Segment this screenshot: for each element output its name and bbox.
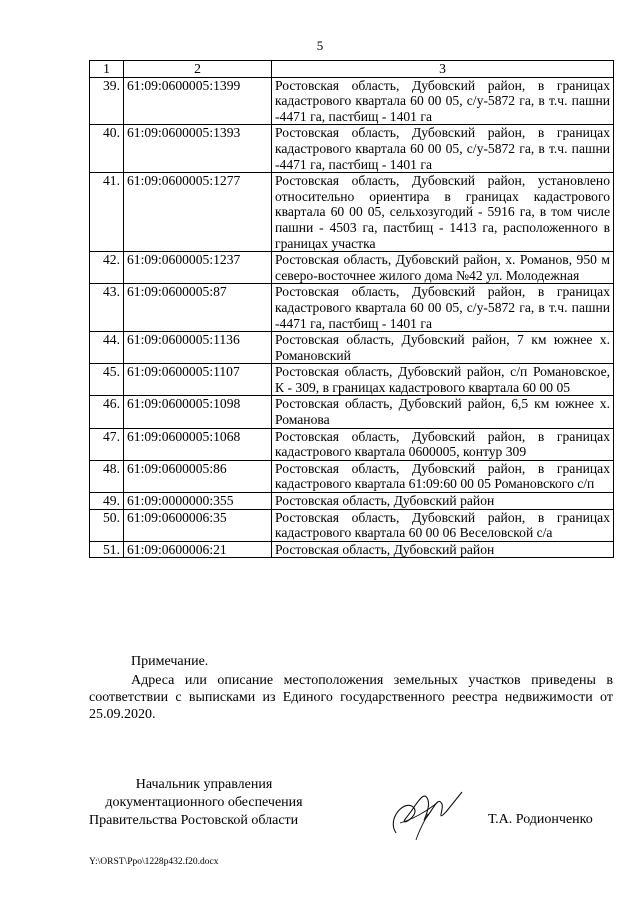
location-description: Ростовская область, Дубовский район, с/п Романовское, К - 309, в границах кадастрового квартала 60 00 05 (272, 364, 614, 396)
handwritten-signature (376, 778, 466, 848)
row-number: 39. (90, 77, 124, 125)
table-row (90, 252, 614, 284)
signer-name: Т.А. Родионченко (488, 812, 593, 827)
table-row (90, 284, 614, 332)
position-line-3: Правительства Ростовской области (89, 813, 299, 828)
table-row (90, 396, 614, 428)
location-description: Ростовская область, Дубовский район, в границах кадастрового квартала 60 00 06 Веселовской с/а (272, 509, 614, 541)
header-col-2: 2 (124, 61, 272, 78)
table-row (90, 173, 614, 252)
location-description: Ростовская область, Дубовский район (272, 493, 614, 510)
location-description: Ростовская область, Дубовский район, 7 км южнее х. Романовский (272, 332, 614, 364)
table-header-row (90, 61, 614, 78)
header-col-3: 3 (272, 61, 614, 78)
row-number: 41. (90, 173, 124, 252)
row-number: 50. (90, 509, 124, 541)
cadastral-number: 61:09:0600005:1399 (124, 77, 272, 125)
location-description: Ростовская область, Дубовский район, х. Романов, 950 м северо-восточнее жилого дома №42 ул. Молодежная (272, 252, 614, 284)
table-row (90, 493, 614, 510)
table-row (90, 541, 614, 558)
cadastral-number: 61:09:0600006:21 (124, 541, 272, 558)
file-path: Y:\ORST\Ppo\1228p432.f20.docx (89, 857, 219, 867)
note-title: Примечание. (131, 654, 209, 669)
cadastral-number: 61:09:0600005:86 (124, 460, 272, 492)
row-number: 45. (90, 364, 124, 396)
cadastral-number: 61:09:0600005:1393 (124, 125, 272, 173)
page-number: 5 (316, 38, 324, 53)
table-row (90, 364, 614, 396)
cadastral-number: 61:09:0600005:1068 (124, 428, 272, 460)
location-description: Ростовская область, Дубовский район, в границах кадастрового квартала 60 00 05, с/у-5872 га, в т.ч. пашни -4471 га, пастбищ - 1401 га (272, 77, 614, 125)
location-description: Ростовская область, Дубовский район, в границах кадастрового квартала 60 00 05, с/у-5872 га, в т.ч. пашни -4471 га, пастбищ - 1401 га (272, 125, 614, 173)
location-description: Ростовская область, Дубовский район, 6,5 км южнее х. Романова (272, 396, 614, 428)
table-row (90, 332, 614, 364)
cadastral-number: 61:09:0600005:1277 (124, 173, 272, 252)
row-number: 48. (90, 460, 124, 492)
header-col-1: 1 (90, 61, 124, 78)
cadastral-number: 61:09:0600005:1237 (124, 252, 272, 284)
table-row (90, 428, 614, 460)
row-number: 40. (90, 125, 124, 173)
cadastral-number: 61:09:0600005:1107 (124, 364, 272, 396)
cadastral-number: 61:09:0600005:87 (124, 284, 272, 332)
table-row (90, 125, 614, 173)
location-description: Ростовская область, Дубовский район, в границах кадастрового квартала 60 00 05, с/у-5872 га, в т.ч. пашни -4471 га, пастбищ - 1401 га (272, 284, 614, 332)
location-description: Ростовская область, Дубовский район, в границах кадастрового квартала 0600005, контур 309 (272, 428, 614, 460)
row-number: 46. (90, 396, 124, 428)
table-row (90, 509, 614, 541)
location-description: Ростовская область, Дубовский район (272, 541, 614, 558)
position-line-1: Начальник управления (135, 777, 273, 792)
cadastral-number: 61:09:0600005:1136 (124, 332, 272, 364)
position-line-2: документационного обеспечения (105, 795, 303, 810)
row-number: 51. (90, 541, 124, 558)
row-number: 43. (90, 284, 124, 332)
row-number: 44. (90, 332, 124, 364)
row-number: 49. (90, 493, 124, 510)
note-text: Адреса или описание местоположения земельных участков приведены в соответствии с выписками из Единого государственного реестра недвижимости от 25.09.2020. (89, 673, 613, 722)
signature-block (89, 776, 319, 830)
land-plots-table (89, 60, 614, 558)
table-row (90, 460, 614, 492)
row-number: 42. (90, 252, 124, 284)
table-row (90, 77, 614, 125)
cadastral-number: 61:09:0600005:1098 (124, 396, 272, 428)
cadastral-number: 61:09:0600006:35 (124, 509, 272, 541)
location-description: Ростовская область, Дубовский район, установлено относительно ориентира в границах кадастрового квартала 60 00 05, сельхозугодий - 5916 га, в том числе пашни - 4503 га, пастбищ - 1413 га, расположенного в границах участка (272, 173, 614, 252)
cadastral-number: 61:09:0000000:355 (124, 493, 272, 510)
row-number: 47. (90, 428, 124, 460)
location-description: Ростовская область, Дубовский район, в границах кадастрового квартала 61:09:60 00 05 Романовского с/п (272, 460, 614, 492)
